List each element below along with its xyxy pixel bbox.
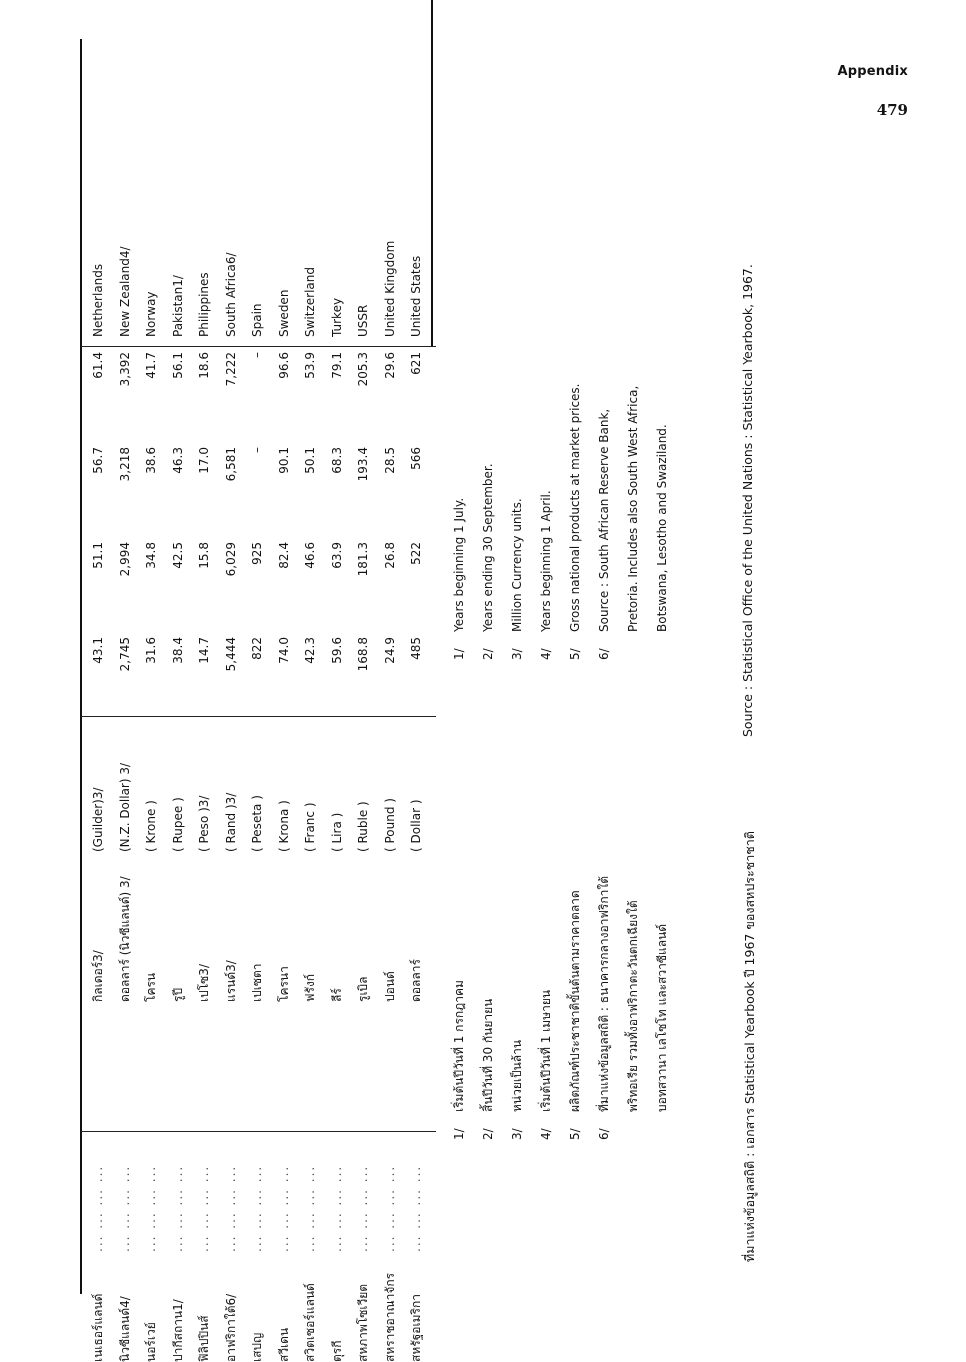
unit-en-cell: (Guilder)3/ <box>91 787 105 852</box>
footnote-mark: 2/ <box>481 648 495 660</box>
footnote-line <box>561 876 590 1140</box>
value-cell-col3: 566 <box>409 447 423 470</box>
value-cell-col1: 42.3 <box>303 637 317 664</box>
value-cell-col4: 18.6 <box>197 352 211 379</box>
value-cell-col1: 5,444 <box>223 637 238 672</box>
footnote-mark: 2/ <box>481 1128 495 1140</box>
unit-th-cell: รูปี <box>170 987 185 1002</box>
value-cell-col1: 59.6 <box>329 637 344 664</box>
value-cell-col1: 485 <box>409 637 423 660</box>
footnote-text: Pretoria. Includes also South West Africa, <box>626 385 640 632</box>
leader-dots: ... ... ... ... <box>223 1164 238 1252</box>
value-cell-col2: 63.9 <box>329 542 344 569</box>
leader-dots-wrap <box>191 1165 217 1252</box>
unit-th-cell: รูเบิล <box>356 976 370 1002</box>
footnote-text: เริ่มต้นปีวันที่ 1 เมษายน <box>539 989 553 1112</box>
country-th-cell: ฟิลิปปินส์ <box>197 1315 211 1362</box>
leader-dots-wrap <box>218 1165 244 1252</box>
footnote-text: Source : South African Reserve Bank, <box>597 408 611 632</box>
country-en-cell: New Zealand4/ <box>117 246 132 337</box>
value-cell-col3: 28.5 <box>382 447 397 474</box>
footnote-text: สิ้นปีวันที่ 30 กันยายน <box>481 998 495 1112</box>
country-en-cell: United Kingdom <box>382 240 397 337</box>
unit-th-cell: ปอนด์ <box>382 971 397 1002</box>
footnote-line <box>474 876 503 1140</box>
leader-dots: ... ... ... ... <box>303 1164 317 1252</box>
footnote-line <box>648 383 677 660</box>
country-th-cell: สหภาพโซเวียต <box>356 1283 370 1362</box>
country-th-cell: สวิตเซอร์แลนด์ <box>303 1283 317 1362</box>
appendix-label: Appendix <box>837 64 908 79</box>
footnote-text: ผลิตภัณฑ์ประชาชาติขั้นต้นตามราคาตลาด <box>568 890 582 1112</box>
footnotes-english <box>445 383 677 660</box>
unit-th-cell: โครน <box>144 972 158 1002</box>
value-cell-col3: 3,218 <box>117 447 132 482</box>
country-th-cell: สวีเดน <box>276 1327 291 1362</box>
table-bottom-rule <box>80 39 82 1294</box>
unit-th-cell: โครนา <box>276 966 291 1002</box>
value-cell-col2: 522 <box>409 542 423 565</box>
value-cell-col2: 42.5 <box>170 542 185 569</box>
footnote-line <box>590 876 619 1140</box>
country-en-cell: Turkey <box>329 297 344 337</box>
leader-dots: ... ... ... ... <box>91 1164 105 1252</box>
leader-dots-wrap <box>85 1165 111 1252</box>
leader-dots: ... ... ... ... <box>250 1164 264 1252</box>
unit-en-cell: ( Dollar ) <box>409 799 423 852</box>
footnote-text: Million Currency units. <box>510 498 524 632</box>
footnote-mark: 4/ <box>539 648 553 660</box>
value-cell-col1: 168.8 <box>356 637 370 672</box>
divider-country-en <box>81 346 436 347</box>
country-en-cell: South Africa6/ <box>223 252 238 337</box>
value-cell-col3: – <box>250 447 264 453</box>
footnote-line <box>619 876 648 1140</box>
leader-dots: ... ... ... ... <box>144 1164 158 1252</box>
value-cell-col2: 51.1 <box>91 542 105 569</box>
footnote-line <box>474 383 503 660</box>
leader-dots-wrap <box>112 1165 138 1252</box>
value-cell-col1: 31.6 <box>144 637 158 664</box>
unit-en-cell: ( Rupee ) <box>170 797 185 852</box>
footnote-text: Years ending 30 September. <box>481 463 495 632</box>
value-cell-col3: 193.4 <box>356 447 370 482</box>
leader-dots: ... ... ... ... <box>409 1164 423 1252</box>
country-en-cell: Netherlands <box>91 263 105 337</box>
leader-dots: ... ... ... ... <box>170 1164 185 1252</box>
footnote-text: หน่วยเป็นล้าน <box>510 1039 524 1112</box>
leader-dots-wrap <box>271 1165 297 1252</box>
country-en-cell: Pakistan1/ <box>170 275 185 337</box>
footnote-line <box>561 383 590 660</box>
value-cell-col3: 38.6 <box>144 447 158 474</box>
value-cell-col4: 56.1 <box>170 352 185 379</box>
value-cell-col4: 7,222 <box>223 352 238 387</box>
value-cell-col2: 15.8 <box>197 542 211 569</box>
footnote-mark: 1/ <box>452 648 466 660</box>
unit-en-cell: ( Ruble ) <box>356 801 370 852</box>
unit-th-cell: ลีร์ <box>329 988 344 1002</box>
country-en-cell: United States <box>409 255 423 337</box>
unit-th-cell: ดอลลาร์ (นิวซีแลนด์) 3/ <box>117 876 132 1002</box>
value-cell-col2: 34.8 <box>144 542 158 569</box>
footnote-line <box>445 383 474 660</box>
footnote-line <box>590 383 619 660</box>
country-th-cell: นิวซีแลนด์4/ <box>117 1296 132 1362</box>
source-english: Source : Statistical Office of the United Nations : Statistical Yearbook, 1967. <box>740 264 755 737</box>
footnote-mark: 3/ <box>510 1128 524 1140</box>
footnote-text: Botswana, Lesotho and Swaziland. <box>655 424 669 632</box>
value-cell-col4: 205.3 <box>356 352 370 387</box>
unit-en-cell: ( Lira ) <box>329 812 344 852</box>
country-en-cell: Philippines <box>197 272 211 337</box>
country-th-cell: เสปญ <box>250 1332 264 1362</box>
value-cell-col1: 24.9 <box>382 637 397 664</box>
value-cell-col4: 3,392 <box>117 352 132 387</box>
unit-en-cell: ( Peseta ) <box>250 795 264 852</box>
value-cell-col3: 6,581 <box>223 447 238 482</box>
value-cell-col3: 17.0 <box>197 447 211 474</box>
unit-en-cell: ( Krone ) <box>144 800 158 852</box>
footnote-mark: 1/ <box>452 1128 466 1140</box>
unit-th-cell: กิลเดอร์3/ <box>91 950 105 1002</box>
footnote-mark: 5/ <box>568 1128 582 1140</box>
value-cell-col2: 181.3 <box>356 542 370 577</box>
country-en-cell: Sweden <box>276 289 291 337</box>
country-th-cell: เนเธอร์แลนด์ <box>91 1293 105 1362</box>
value-cell-col4: 41.7 <box>144 352 158 379</box>
leader-dots-wrap <box>324 1165 350 1252</box>
divider-units <box>81 716 436 717</box>
value-cell-col2: 6,029 <box>223 542 238 577</box>
leader-dots-wrap <box>350 1165 376 1252</box>
value-cell-col4: 96.6 <box>276 352 291 379</box>
unit-en-cell: ( Krona ) <box>276 800 291 852</box>
divider-country-th <box>81 1131 436 1132</box>
footnote-text: ที่มาแห่งข้อมูลสถิติ : ธนาคารกลางอาฟริกาใต้ <box>597 875 611 1112</box>
footnote-mark: 4/ <box>539 1128 553 1140</box>
footnote-line <box>503 876 532 1140</box>
footnote-line <box>503 383 532 660</box>
leader-dots: ... ... ... ... <box>197 1164 211 1252</box>
value-cell-col4: 79.1 <box>329 352 344 379</box>
footnote-text: Gross national products at market prices. <box>568 383 582 632</box>
value-cell-col3: 46.3 <box>170 447 185 474</box>
leader-dots-wrap <box>138 1165 164 1252</box>
leader-dots: ... ... ... ... <box>276 1164 291 1252</box>
country-th-cell: ปากีสถาน1/ <box>170 1299 185 1362</box>
footnote-mark: 6/ <box>597 648 611 660</box>
country-th-cell: สหรัฐอเมริกา <box>409 1294 423 1362</box>
footnote-mark: 5/ <box>568 648 582 660</box>
unit-en-cell: ( Pound ) <box>382 798 397 852</box>
value-cell-col2: 46.6 <box>303 542 317 569</box>
value-cell-col3: 56.7 <box>91 447 105 474</box>
value-cell-col1: 38.4 <box>170 637 185 664</box>
country-en-cell: Spain <box>250 303 264 337</box>
leader-dots-wrap <box>244 1165 270 1252</box>
unit-en-cell: ( Franc ) <box>303 802 317 852</box>
value-cell-col4: 621 <box>409 352 423 375</box>
footnotes-thai <box>445 876 677 1140</box>
value-cell-col1: 2,745 <box>117 637 132 672</box>
footnote-text: เริ่มต้นปีวันที่ 1 กรกฎาคม <box>452 980 466 1112</box>
footnote-text: Years beginning 1 April. <box>539 490 553 632</box>
footnote-line <box>532 383 561 660</box>
country-th-cell: ตุรกี <box>329 1340 344 1362</box>
value-cell-col1: 43.1 <box>91 637 105 664</box>
footnote-line <box>532 876 561 1140</box>
country-en-cell: Norway <box>144 291 158 337</box>
value-cell-col1: 74.0 <box>276 637 291 664</box>
value-cell-col1: 822 <box>250 637 264 660</box>
value-cell-col1: 14.7 <box>197 637 211 664</box>
leader-dots-wrap <box>403 1165 429 1252</box>
footnote-line <box>619 383 648 660</box>
footnote-mark: 6/ <box>597 1128 611 1140</box>
value-cell-col2: 26.8 <box>382 542 397 569</box>
leader-dots: ... ... ... ... <box>356 1164 370 1252</box>
leader-dots: ... ... ... ... <box>382 1164 397 1252</box>
source-thai: ที่มาแห่งข้อมูลสถิติ : เอกสาร Statistical Yearbook ปี 1967 ของสหประชาชาติ <box>742 831 757 1262</box>
footnote-line <box>648 876 677 1140</box>
value-cell-col2: 925 <box>250 542 264 565</box>
table-top-rule <box>431 0 433 346</box>
country-th-cell: นอร์เวย์ <box>144 1322 158 1362</box>
unit-en-cell: ( Rand )3/ <box>223 792 238 852</box>
value-cell-col3: 50.1 <box>303 447 317 474</box>
unit-th-cell: เปเซตา <box>250 963 264 1002</box>
country-th-cell: สหราชอาณาจักร <box>382 1272 397 1362</box>
unit-th-cell: เปโซ3/ <box>197 964 211 1002</box>
footnote-mark: 3/ <box>510 648 524 660</box>
leader-dots-wrap <box>297 1165 323 1252</box>
footnote-text: Years beginning 1 July. <box>452 497 466 632</box>
unit-th-cell: ฟรังก์ <box>303 973 317 1002</box>
country-th-cell: อาฟริกาใต้6/ <box>223 1293 238 1362</box>
leader-dots-wrap <box>165 1165 191 1252</box>
value-cell-col4: 61.4 <box>91 352 105 379</box>
value-cell-col3: 68.3 <box>329 447 344 474</box>
page-number: 479 <box>876 101 908 119</box>
footnote-line <box>445 876 474 1140</box>
value-cell-col4: – <box>250 352 264 358</box>
value-cell-col4: 53.9 <box>303 352 317 379</box>
country-en-cell: Switzerland <box>303 267 317 337</box>
leader-dots: ... ... ... ... <box>117 1164 132 1252</box>
value-cell-col3: 90.1 <box>276 447 291 474</box>
leader-dots: ... ... ... ... <box>329 1164 344 1252</box>
value-cell-col2: 82.4 <box>276 542 291 569</box>
unit-th-cell: แรนด์3/ <box>223 960 238 1002</box>
value-cell-col4: 29.6 <box>382 352 397 379</box>
unit-th-cell: ดอลลาร์ <box>409 959 423 1002</box>
unit-en-cell: ( Peso )3/ <box>197 795 211 852</box>
footnote-text: พริทอเรีย รวมทั้งอาฟริกาตะวันตกเฉียงใต้ <box>626 900 640 1112</box>
footnote-text: บอทสวานา เลโซโท และสวาซีแลนด์ <box>655 923 669 1112</box>
country-en-cell: USSR <box>356 304 370 337</box>
leader-dots-wrap <box>377 1165 403 1252</box>
value-cell-col2: 2,994 <box>117 542 132 577</box>
unit-en-cell: (N.Z. Dollar) 3/ <box>117 762 132 852</box>
